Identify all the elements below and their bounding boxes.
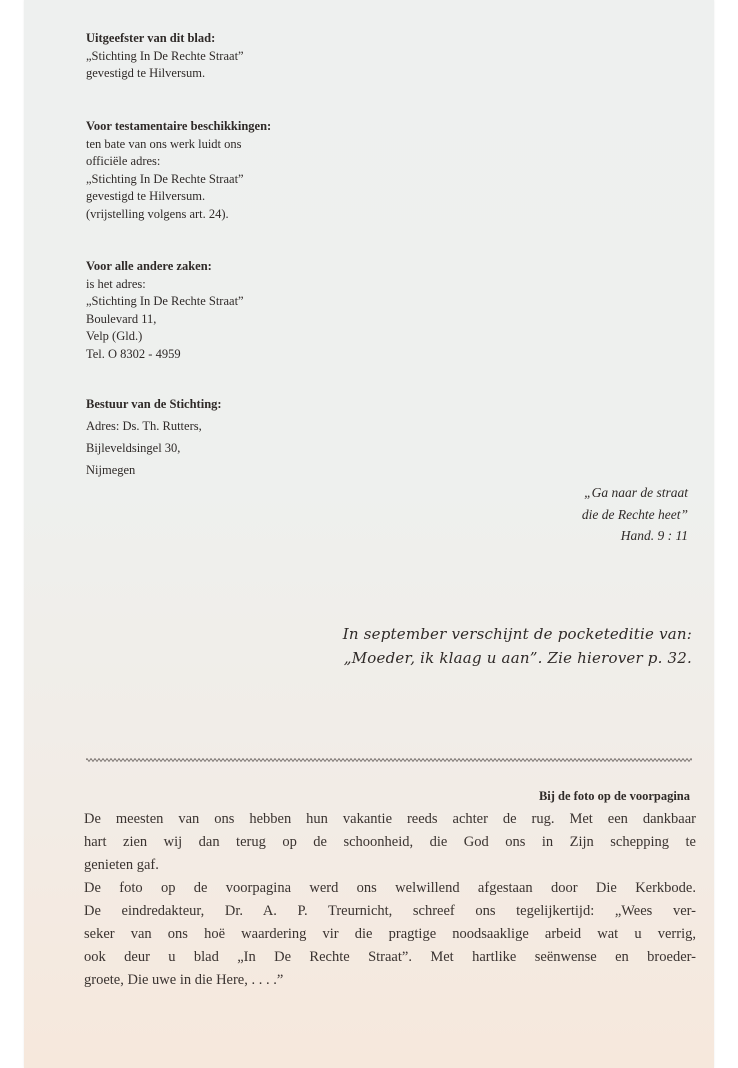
- testament-block: [86, 118, 271, 223]
- quote-reference: Hand. 9 : 11: [620, 528, 688, 543]
- pocket-edition-notice: [343, 622, 692, 670]
- other-matters-line: Velp (Gld.): [86, 329, 143, 343]
- testament-line: ten bate van ons werk luidt ons: [86, 136, 242, 151]
- body-line: De foto op de voorpagina werd ons welwillend afgestaan door Die Kerkbode.: [84, 880, 696, 896]
- page: [24, 0, 714, 1068]
- body-line: groete, Die uwe in die Here, . . . .”: [84, 972, 284, 988]
- photo-section-title: Bij de foto op de voorpagina: [538, 789, 690, 803]
- body-line: De eindredakteur, Dr. A. P. Treurnicht, schreef ons tegelijkertijd: „Wees ver-: [84, 903, 696, 919]
- other-matters-line: Boulevard 11,: [86, 311, 157, 326]
- publisher-block: [86, 30, 244, 83]
- body-line: genieten gaf.: [84, 857, 159, 873]
- board-line: Adres: Ds. Th. Rutters,: [86, 419, 202, 433]
- testament-line: officiële adres:: [86, 154, 161, 168]
- quote-line: „Ga naar de straat: [584, 485, 688, 500]
- other-matters-line: „Stichting In De Rechte Straat”: [86, 294, 244, 308]
- testament-heading: Voor testamentaire beschikkingen:: [86, 119, 272, 133]
- photo-section-body: [84, 808, 696, 992]
- publisher-line: gevestigd te Hilversum.: [86, 66, 206, 80]
- notice-line: „Moeder, ik klaag u aan”. Zie hierover p. 32.: [343, 649, 692, 667]
- body-line: seker van ons hoë waardering vir die pragtige noodsaaklige arbeid wat u verrig,: [84, 926, 696, 942]
- testament-line: „Stichting In De Rechte Straat”: [86, 171, 244, 186]
- board-block: [86, 393, 222, 481]
- board-heading: Bestuur van de Stichting:: [86, 397, 222, 411]
- testament-line: gevestigd te Hilversum.: [86, 189, 206, 203]
- wavy-divider: [86, 756, 692, 764]
- other-matters-block: [86, 258, 244, 363]
- quote-line: die de Rechte heet”: [581, 506, 688, 522]
- body-line: De meesten van ons hebben hun vakantie reeds achter de rug. Met een dankbaar: [84, 811, 696, 827]
- body-line: hart zien wij dan terug op de schoonheid, die God ons in Zijn schepping te: [84, 834, 696, 850]
- board-line: Nijmegen: [86, 463, 136, 477]
- testament-line: (vrijstelling volgens art. 24).: [86, 206, 229, 221]
- other-matters-heading: Voor alle andere zaken:: [86, 259, 212, 273]
- publisher-heading: Uitgeefster van dit blad:: [86, 31, 216, 45]
- publisher-line: „Stichting In De Rechte Straat”: [86, 48, 244, 63]
- body-line: ook deur u blad „In De Rechte Straat”. Met hartlike seënwense en broeder-: [84, 949, 696, 965]
- scripture-quote: [582, 482, 688, 547]
- board-line: Bijleveldsingel 30,: [86, 441, 181, 455]
- other-matters-line: is het adres:: [86, 276, 146, 291]
- notice-line: In september verschijnt de pocketeditie van:: [342, 625, 692, 643]
- other-matters-line: Tel. O 8302 - 4959: [86, 346, 181, 361]
